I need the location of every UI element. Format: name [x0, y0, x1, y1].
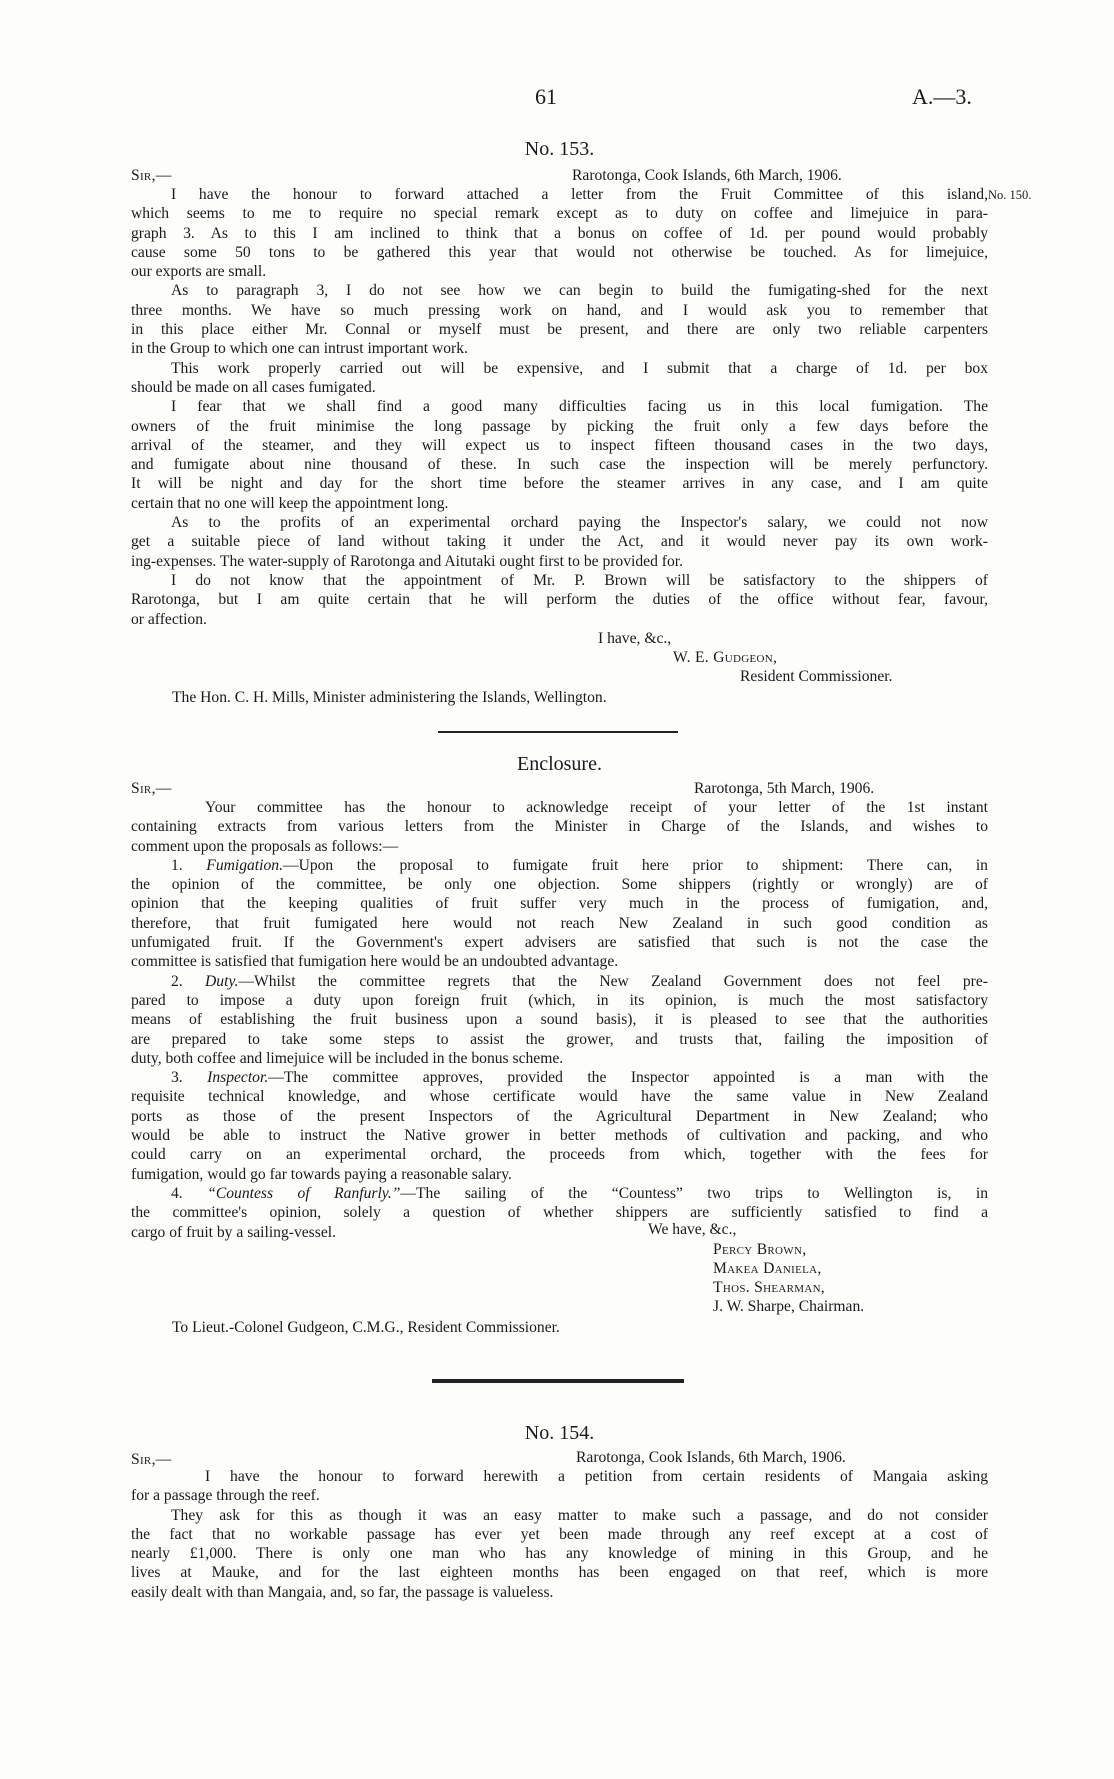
enclosure-line: the committee's opinion, solely a question of whether shippers are sufficiently satisfied to find a [131, 1204, 988, 1222]
enclosure-title: Enclosure. [517, 753, 602, 775]
letter-2-line: I have the honour to forward herewith a petition from certain residents of Mangaia asking [205, 1468, 988, 1485]
margin-note: No. 150. [988, 188, 1032, 202]
enclosure-line: means of establishing the fruit business upon a sound basis), it is pleased to see that the authorities [131, 1011, 988, 1029]
letter-1-body [131, 185, 988, 629]
letter-1-line: As to the profits of an experimental orchard paying the Inspector's salary, we could not now [171, 514, 988, 532]
letter-1-line: three months. We have so much pressing work on hand, and I would ask you to remember that [131, 301, 988, 319]
enclosure-line: requisite technical knowledge, and whose certificate would have the same value in New Zealand [131, 1088, 988, 1106]
item-text: —Whilst the committee regrets that the New Zealand Government does not feel pre- [238, 972, 988, 990]
signatory: Makea Daniela, [713, 1260, 822, 1277]
letter-1-addressee: The Hon. C. H. Mills, Minister administering the Islands, Wellington. [172, 689, 607, 706]
letter-1-line: It will be night and day for the short time before the steamer arrives in any case, and I am quite [131, 475, 988, 493]
enclosure-line: committee is satisfied that fumigation here would be an undoubted advantage. [131, 953, 619, 971]
page-number: 61 [535, 84, 557, 109]
enclosure-line: unfumigated fruit. If the Government's expert advisers are satisfied that such is not the case the [131, 934, 988, 952]
enclosure-item-1 [131, 856, 988, 875]
letter-2-line: for a passage through the reef. [131, 1487, 320, 1505]
item-heading: Fumigation. [206, 856, 283, 874]
letter-1-line: our exports are small. [131, 263, 267, 281]
letter-1-line: in this place either Mr. Connal or myself must be present, and there are only two reliable carpenters [131, 321, 988, 339]
heavy-divider [432, 1379, 684, 1383]
enclosure-line: ports as those of the present Inspectors of the Agricultural Department in New Zealand; who [131, 1107, 988, 1125]
section-divider [438, 731, 678, 733]
letter-1-line: and fumigate about nine thousand of these. In such case the inspection will be merely perfunctory. [131, 456, 988, 474]
letter-1-line: owners of the fruit minimise the long passage by picking the fruit only a few days before the [131, 417, 988, 435]
enclosure-line: would be able to instruct the Native grower in better methods of cultivation and packing, and who [131, 1127, 988, 1145]
letter-1-closing: I have, &c., [598, 630, 672, 647]
item-number: 2. [171, 972, 183, 990]
letter-1-signature: W. E. Gudgeon, [673, 649, 778, 666]
item-number: 3. [171, 1069, 183, 1087]
letter-1-number: No. 153. [524, 138, 595, 160]
item-text: —Upon the proposal to fumigate fruit here prior to shipment: There can, in [282, 856, 988, 874]
letter-1-place-date: Rarotonga, Cook Islands, 6th March, 1906. [572, 167, 842, 184]
signatory: J. W. Sharpe, Chairman. [713, 1298, 865, 1315]
item-text: —The committee approves, provided the Inspector appointed is a man with the [268, 1069, 988, 1087]
enclosure-line: are prepared to take some steps to assist the grower, and trusts that, failing the imposition of [131, 1030, 988, 1048]
enclosure-closing: We have, &c., [648, 1221, 737, 1238]
item-heading: Duty. [205, 972, 239, 990]
item-text: —The sailing of the “Countess” two trips to Wellington is, in [400, 1184, 989, 1202]
letter-1-line: I have the honour to forward attached a letter from the Fruit Committee of this island, [171, 186, 988, 203]
letter-1-line: certain that no one will keep the appointment long. [131, 494, 449, 512]
signatory: Percy Brown, [713, 1241, 807, 1258]
letter-2-line: easily dealt with than Mangaia, and, so far, the passage is valueless. [131, 1583, 554, 1601]
enclosure-intro-line: comment upon the proposals as follows:— [131, 837, 399, 855]
enclosure-line: cargo of fruit by a sailing-vessel. [131, 1223, 336, 1241]
letter-1-line: As to paragraph 3, I do not see how we can begin to build the fumigating-shed for the next [171, 282, 988, 300]
letter-1-signer-title: Resident Commissioner. [740, 668, 893, 685]
enclosure-place-date: Rarotonga, 5th March, 1906. [694, 780, 875, 797]
letter-2-line: the fact that no workable passage has ever yet been made through any reef except at a cost of [131, 1525, 988, 1543]
letter-2-salutation: Sir,— [131, 1451, 172, 1468]
letter-2-number: No. 154. [524, 1422, 595, 1444]
enclosure-addressee: To Lieut.-Colonel Gudgeon, C.M.G., Resident Commissioner. [172, 1319, 560, 1336]
letter-1-line: This work properly carried out will be expensive, and I submit that a charge of 1d. per box [171, 359, 988, 377]
letter-1-line: I do not know that the appointment of Mr. P. Brown will be satisfactory to the shippers of [171, 571, 988, 589]
letter-1-line: cause some 50 tons to be gathered this year that would not otherwise be touched. As for limejuice, [131, 243, 988, 261]
item-number: 4. [171, 1184, 183, 1202]
enclosure-line: therefore, that fruit fumigated here would not reach New Zealand in such good condition as [131, 914, 988, 932]
item-heading: “Countess of Ranfurly.” [207, 1184, 401, 1202]
section-code: A.—3. [912, 84, 972, 109]
enclosure-line: pared to impose a duty upon foreign fruit (which, in its opinion, is much the most satisfactory [131, 991, 988, 1009]
letter-2-line: nearly £1,000. There is only one man who has any knowledge of mining in this Group, and he [131, 1545, 988, 1563]
enclosure-intro-line: containing extracts from various letters from the Minister in Charge of the Islands, and wishes to [131, 818, 988, 836]
enclosure-line: duty, both coffee and limejuice will be included in the bonus scheme. [131, 1049, 564, 1067]
enclosure-item-2 [131, 972, 988, 991]
signatory: Thos. Shearman, [713, 1279, 826, 1296]
letter-1-salutation: Sir,— [131, 167, 172, 184]
item-number: 1. [171, 856, 183, 874]
letter-1-line: ing-expenses. The water-supply of Rarotonga and Aitutaki ought first to be provided for. [131, 552, 683, 570]
enclosure-line: fumigation, would go far towards paying a reasonable salary. [131, 1165, 512, 1183]
enclosure-salutation: Sir,— [131, 780, 172, 797]
enclosure-item-4 [131, 1184, 988, 1203]
enclosure-line: could carry on an experimental orchard, the proceeds from which, together with the fees for [131, 1146, 988, 1164]
letter-2-line: lives at Mauke, and for the last eighteen months has been engaged on that reef, which is more [131, 1564, 988, 1582]
letter-1-line: I fear that we shall find a good many difficulties facing us in this local fumigation. The [171, 398, 988, 416]
enclosure-line: opinion that the keeping qualities of fruit suffer very much in the process of fumigation, and, [131, 895, 988, 913]
enclosure-body [131, 798, 988, 1242]
letter-2-place-date: Rarotonga, Cook Islands, 6th March, 1906. [576, 1449, 846, 1466]
letter-1-line: or affection. [131, 610, 207, 628]
letter-2-line: They ask for this as though it was an easy matter to make such a passage, and do not consider [171, 1506, 988, 1524]
letter-2-body [131, 1467, 988, 1602]
letter-1-line: should be made on all cases fumigated. [131, 378, 376, 396]
letter-1-line: in the Group to which one can intrust important work. [131, 340, 468, 358]
enclosure-intro-line: Your committee has the honour to acknowledge receipt of your letter of the 1st instant [205, 799, 988, 816]
letter-1-line: graph 3. As to this I am inclined to think that a bonus on coffee of 1d. per pound would probably [131, 224, 988, 242]
item-heading: Inspector. [207, 1069, 269, 1087]
letter-1-line: which seems to me to require no special remark except as to duty on coffee and limejuice in para- [131, 205, 988, 223]
enclosure-line: the opinion of the committee, be only one objection. Some shippers (rightly or wrongly) are of [131, 876, 988, 894]
letter-1-line: get a suitable piece of land without taking it under the Act, and it would never pay its own work- [131, 533, 988, 551]
letter-1-line: Rarotonga, but I am quite certain that he will perform the duties of the office without fear, favour, [131, 591, 988, 609]
enclosure-item-3 [131, 1068, 988, 1087]
letter-1-line: arrival of the steamer, and they will expect us to inspect fifteen thousand cases in the two days, [131, 436, 988, 454]
